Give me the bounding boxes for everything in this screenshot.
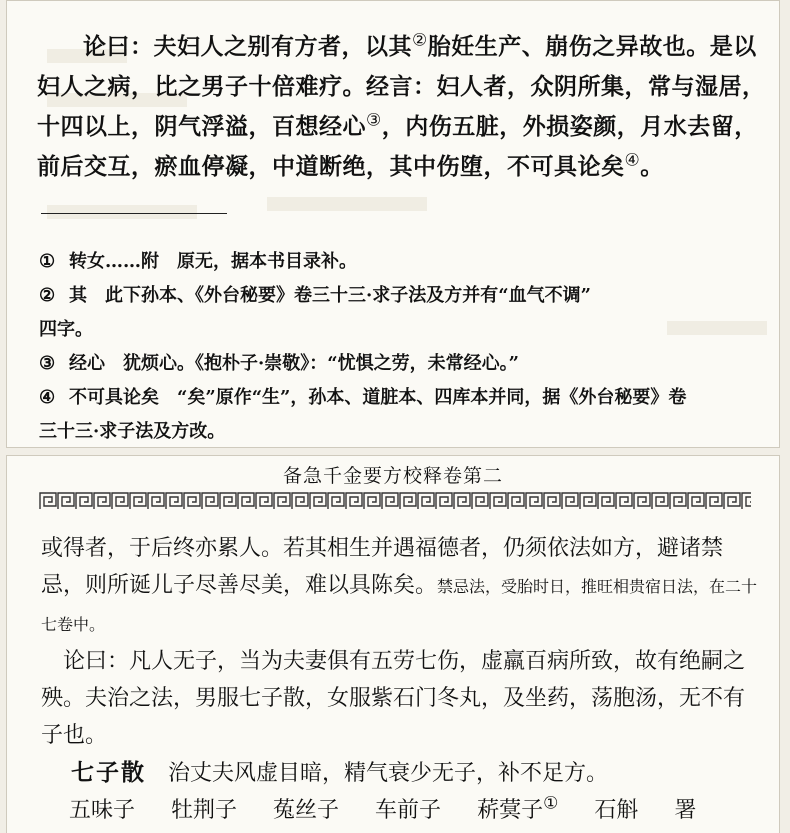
footnote-ref: ④ [624,150,641,171]
footnote-item [39,279,769,313]
paragraph-2: 论曰：凡人无子，当为夫妻俱有五劳七伤，虚羸百病所致，故有绝嗣之殃。夫治之法，男服七子散，女服紫石门冬丸，及坐药，荡胞汤，无不有子也。 [41,649,746,748]
text-run: 。 [640,153,664,180]
herb-item [69,792,135,829]
formula-description: 治丈夫风虚目暗，精气衰少无子，补不足方。 [146,761,609,786]
greek-key-border [39,492,751,510]
formula-name: 七子散 [71,759,146,786]
footnote-text: 其 此下孙本、《外台秘要》卷三十三·求子法及方并有“血气不调” [69,285,591,306]
herb-name: 菥蓂子 [477,798,544,823]
herb-item [477,792,558,829]
herb-name: 署 [674,798,697,823]
footnotes [39,245,769,448]
herb-name: 车前子 [375,798,442,823]
herb-item [171,792,237,829]
footnote-item [39,245,769,279]
bottom-page-panel [6,455,780,833]
text-run: ，内伤五脏，外损姿颜，月水去留，前后交互，瘀血停凝，中道断绝，其中伤堕，不可具论矣 [37,113,758,180]
text-run: 或得者，于后终亦累人。若其相生并遇福德者，仍须依法如方，避诸禁忌，则所诞儿子尽善尽美，难以具陈矣。 [41,536,724,598]
footnote-separator [41,213,227,214]
body-text [41,530,761,829]
footnote-continuation: 三十三·求子法及方改。 [39,421,226,442]
small-annotation: 禁忌法，受胎时日，推旺相贵宿日法，在二十七卷中。 [41,577,758,634]
bleed-through-mark [47,205,197,219]
text-run: 论曰：夫妇人之别有方者，以其 [83,33,412,60]
paragraph-1 [37,27,767,187]
footnote-continuation: 四字。 [39,319,93,340]
herb-name: 石斛 [594,798,639,823]
formula-line [41,754,761,792]
footnote-item [39,381,769,415]
paragraph-continued [41,530,761,643]
footnote-ref: ② [412,30,428,51]
footnote-item [39,347,769,381]
footnote-ref: ③ [366,110,382,131]
footnote-number: ① [39,251,56,272]
herb-name: 菟丝子 [273,798,340,823]
herb-name: 五味子 [69,798,136,823]
herb-name: 牡荆子 [171,798,238,823]
bleed-through-mark [267,197,427,211]
footnote-number: ③ [39,353,56,374]
herb-item [594,792,638,829]
footnote-ref: ① [543,793,559,814]
herb-item [375,792,441,829]
footnote-number: ④ [39,387,56,408]
footnote-text: 不可具论矣 “矣”原作“生”，孙本、道脏本、四库本并同，据《外台秘要》卷 [69,387,687,408]
main-paragraph [37,27,767,187]
herb-item [674,792,696,829]
footnote-text: 经心 犹烦心。《抱朴子·崇敬》：“忧惧之劳，未常经心。” [69,353,519,374]
footnote-text: 转女……附 原无，据本书目录补。 [69,251,357,272]
footnote-number: ② [39,285,56,306]
text-run: 胎妊生产、崩伤之异故也。是以妇人之病，比之男子十倍难疗。经言：妇人者，众阴所集，常与湿居，十四以上，阴气浮溢，百想经心 [37,33,766,140]
herb-item [273,792,339,829]
running-header: 备急千金要方校释卷第二 [282,465,503,487]
top-page-panel [6,0,780,448]
herb-list [41,792,761,829]
